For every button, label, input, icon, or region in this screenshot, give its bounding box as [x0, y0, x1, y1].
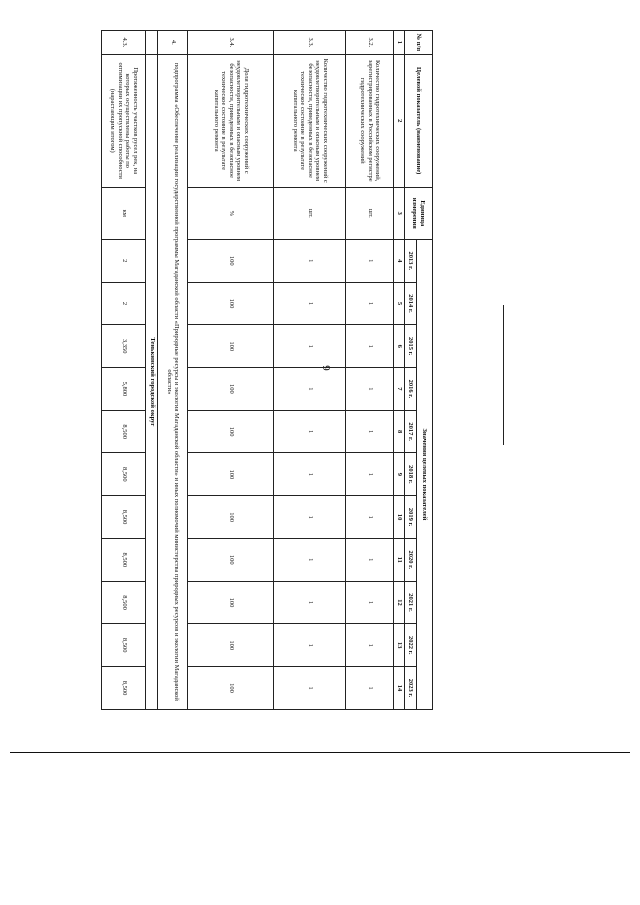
row-name: Протяженность участков русел рек, на которых осуществлены работы по оптимизации их пропускной способности (нарастающим итогом) — [102, 54, 146, 187]
row-name: Доля гидротехнических сооружений с неудовлетворительным и опасным уровнем безопасности, приведенных в безопасное техническое состояние в результате капитального ремонта — [188, 54, 274, 187]
table-row — [102, 31, 146, 710]
col-number: 14 — [394, 667, 405, 710]
row-value: 100 — [188, 410, 274, 453]
row-value: 1 — [346, 282, 394, 325]
header-name: Целевой показатель (наименование) — [405, 54, 433, 187]
table-row — [274, 31, 346, 710]
col-number: 1 — [394, 31, 405, 55]
row-value: 1 — [346, 496, 394, 539]
header-year: 2023 г. — [405, 667, 417, 710]
table-row — [188, 31, 274, 710]
row-value: 5,800 — [102, 368, 146, 411]
header-no: № п/п — [405, 31, 433, 55]
row-name: Количество гидротехнических сооружений, зарегистрированных в Российском регистре гидротехнических сооружений — [346, 54, 394, 187]
header-year: 2022 г. — [405, 624, 417, 667]
row-value: 1 — [346, 368, 394, 411]
row-value: 1 — [274, 581, 346, 624]
row-value: 1 — [346, 538, 394, 581]
row-value: 1 — [274, 325, 346, 368]
signature-line — [503, 305, 504, 445]
header-year: 2018 г. — [405, 453, 417, 496]
row-value: 8,500 — [102, 581, 146, 624]
row-value: 8,500 — [102, 496, 146, 539]
col-number: 13 — [394, 624, 405, 667]
col-number: 6 — [394, 325, 405, 368]
row-value: 2 — [102, 282, 146, 325]
row-value: 1 — [274, 538, 346, 581]
row-value: 1 — [274, 282, 346, 325]
row-no: 3.3. — [274, 31, 346, 55]
row-value: 100 — [188, 581, 274, 624]
subheader-title: Тенькинский городской округ — [146, 54, 158, 709]
section-title: подпрограмма «Обеспечение реализации государственной программы Магаданской области «Природные ресурсы и экология Магаданской области» и иных полномочий министерства природных ресурсов и экологии Магаданской области» — [158, 54, 188, 709]
row-value: 1 — [346, 624, 394, 667]
section-no: 4. — [158, 31, 188, 55]
col-number: 3 — [394, 187, 405, 239]
row-value: 1 — [274, 368, 346, 411]
row-value: 100 — [188, 325, 274, 368]
row-value: 1 — [274, 453, 346, 496]
row-value: 100 — [188, 239, 274, 282]
header-year: 2017 г. — [405, 410, 417, 453]
row-value: 1 — [346, 410, 394, 453]
col-number: 12 — [394, 581, 405, 624]
header-year: 2019 г. — [405, 496, 417, 539]
col-number: 10 — [394, 496, 405, 539]
row-no: 3.4. — [188, 31, 274, 55]
row-value: 1 — [346, 453, 394, 496]
row-value: 1 — [346, 581, 394, 624]
col-number: 9 — [394, 453, 405, 496]
row-value: 100 — [188, 282, 274, 325]
col-number: 2 — [394, 54, 405, 187]
page-number: 6 — [321, 365, 333, 371]
row-value: 100 — [188, 624, 274, 667]
row-value: 1 — [346, 667, 394, 710]
row-value: 100 — [188, 496, 274, 539]
row-value: 3,350 — [102, 325, 146, 368]
row-value: 100 — [188, 368, 274, 411]
target-indicators-table — [102, 30, 434, 710]
row-value: 8,500 — [102, 624, 146, 667]
col-number: 11 — [394, 538, 405, 581]
row-no: 3.2. — [346, 31, 394, 55]
col-number: 5 — [394, 282, 405, 325]
row-name: Количество гидротехнических сооружений с неудовлетворительным и опасным уровнем безопасности, приведенных в безопасное техническое состояние в результате капитального ремонта — [274, 54, 346, 187]
col-number: 4 — [394, 239, 405, 282]
col-number: 7 — [394, 368, 405, 411]
row-value: 1 — [346, 239, 394, 282]
subheader-row — [146, 31, 158, 710]
row-value: 8,500 — [102, 667, 146, 710]
row-unit: км — [102, 187, 146, 239]
header-year: 2016 г. — [405, 368, 417, 411]
section-row — [158, 31, 188, 710]
row-no: 4.3. — [102, 31, 146, 55]
page-divider — [10, 752, 630, 753]
table-row — [346, 31, 394, 710]
row-value: 100 — [188, 453, 274, 496]
row-unit: % — [188, 187, 274, 239]
header-year: 2021 г. — [405, 581, 417, 624]
header-year: 2015 г. — [405, 325, 417, 368]
row-value: 100 — [188, 538, 274, 581]
row-value: 1 — [274, 624, 346, 667]
row-unit: шт. — [346, 187, 394, 239]
row-value: 2 — [102, 239, 146, 282]
header-year: 2013 г. — [405, 239, 417, 282]
header-year: 2020 г. — [405, 538, 417, 581]
header-unit: Единица измерения — [405, 187, 433, 239]
row-value: 1 — [274, 410, 346, 453]
target-indicators-table-rotated — [103, 30, 433, 710]
row-value: 1 — [274, 239, 346, 282]
header-year: 2014 г. — [405, 282, 417, 325]
row-value: 8,500 — [102, 538, 146, 581]
row-value: 1 — [274, 667, 346, 710]
row-value: 100 — [188, 667, 274, 710]
row-value: 8,500 — [102, 453, 146, 496]
header-values: Значения целевых показателей — [417, 239, 433, 709]
row-value: 1 — [274, 496, 346, 539]
col-number: 8 — [394, 410, 405, 453]
row-value: 8,500 — [102, 410, 146, 453]
row-unit: шт. — [274, 187, 346, 239]
row-value: 1 — [346, 325, 394, 368]
